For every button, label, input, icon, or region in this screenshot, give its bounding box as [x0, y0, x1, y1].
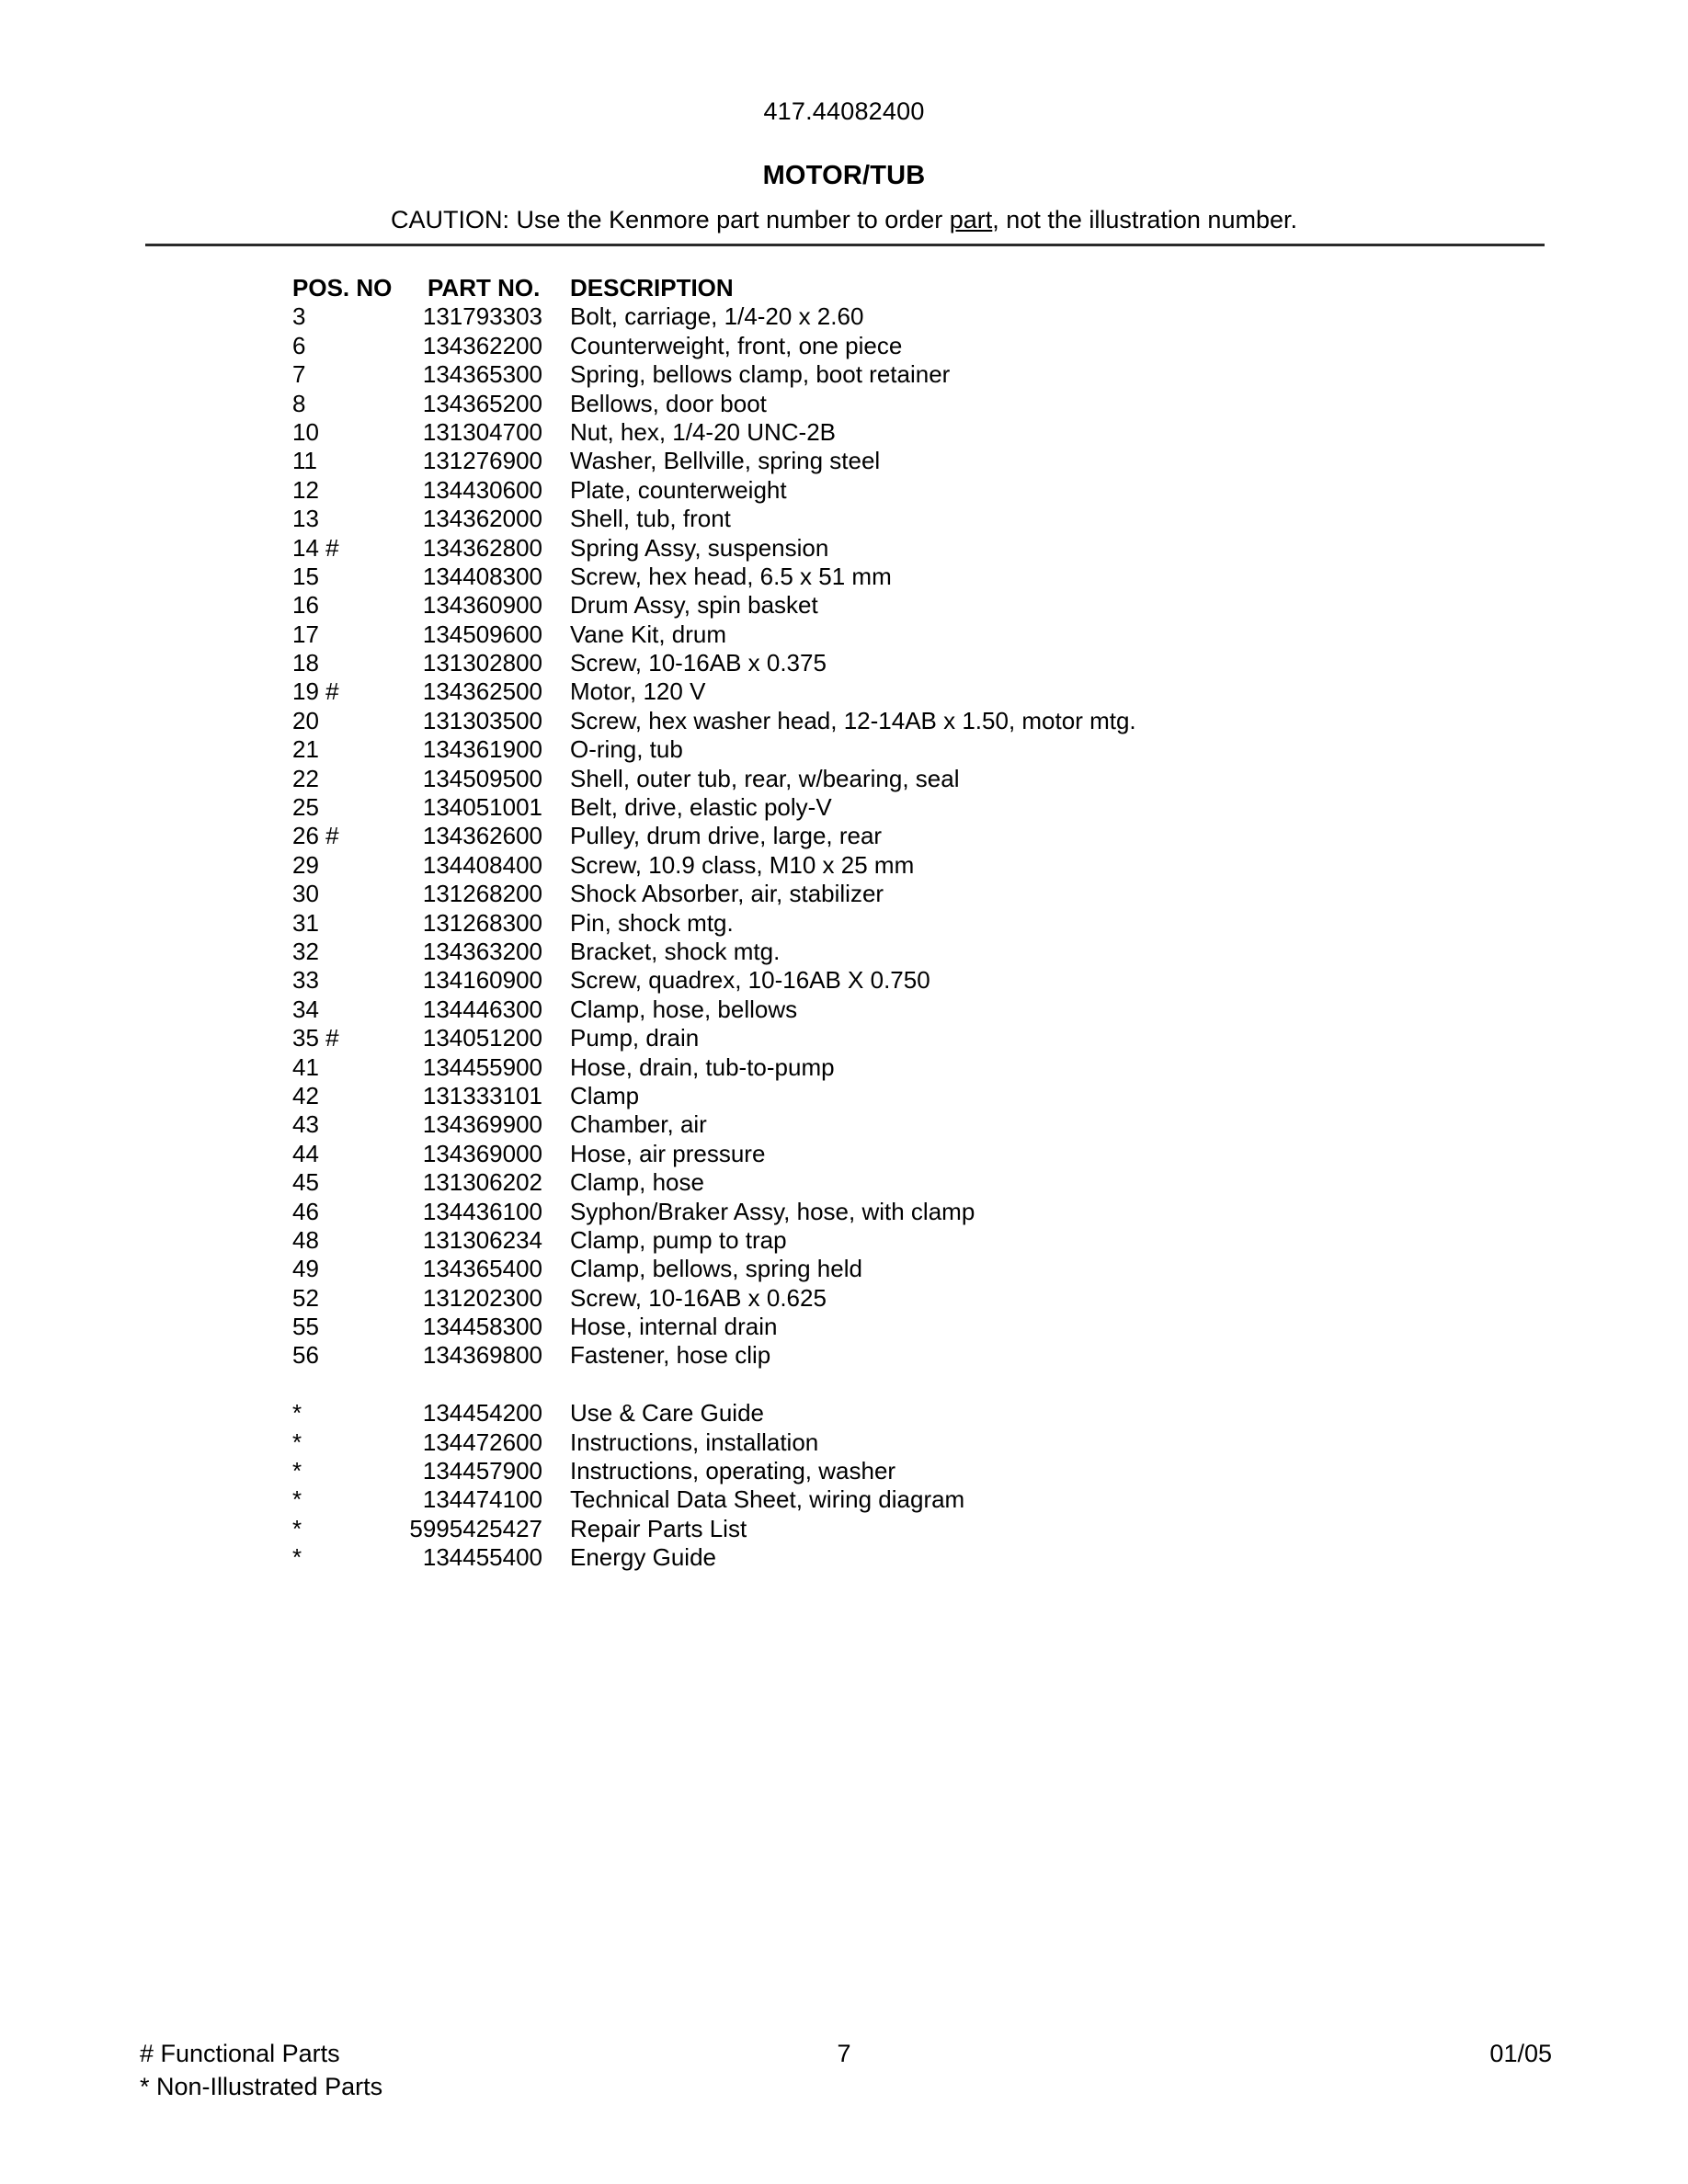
- caution-prefix: CAUTION: Use the Kenmore part number to order: [391, 206, 950, 233]
- table-row: [0, 620, 1688, 649]
- table-row: [0, 1457, 1688, 1485]
- table-row: [0, 1198, 1688, 1226]
- table-header-row: [0, 274, 1688, 302]
- cell-part-no: 131202300: [422, 1283, 542, 1312]
- table-row: [0, 591, 1688, 620]
- cell-part-no: 134446300: [422, 995, 542, 1023]
- cell-pos-no: 21: [292, 735, 319, 764]
- cell-description: Bolt, carriage, 1/4-20 x 2.60: [570, 302, 864, 331]
- table-row: [0, 1053, 1688, 1082]
- table-row: [0, 793, 1688, 822]
- revision-date: 01/05: [1489, 2040, 1552, 2067]
- cell-description: Clamp, pump to trap: [570, 1225, 787, 1254]
- cell-part-no: 131268200: [422, 880, 542, 908]
- cell-description: Hose, air pressure: [570, 1139, 766, 1167]
- cell-pos-no: 7: [292, 360, 306, 389]
- cell-part-no: 134509600: [422, 620, 542, 648]
- cell-pos-no: 56: [292, 1341, 319, 1370]
- table-row: [0, 1515, 1688, 1543]
- cell-part-no: 134430600: [422, 475, 542, 504]
- cell-pos-no: 31: [292, 908, 319, 937]
- cell-part-no: 134363200: [422, 937, 542, 965]
- cell-part-no: 134362000: [422, 505, 542, 533]
- column-header-pos: POS. NO: [292, 274, 393, 301]
- table-row: [0, 707, 1688, 735]
- cell-pos-no: 49: [292, 1255, 319, 1283]
- cell-pos-no: 19 #: [292, 677, 339, 706]
- cell-part-no: 134365200: [422, 389, 542, 417]
- page-footer: [0, 2037, 1688, 2120]
- cell-pos-no: 18: [292, 649, 319, 677]
- cell-part-no: 131306234: [422, 1225, 542, 1254]
- cell-part-no: 131306202: [422, 1168, 542, 1197]
- cell-pos-no: 26 #: [292, 822, 339, 850]
- cell-description: Belt, drive, elastic poly-V: [570, 793, 832, 822]
- cell-pos-no: *: [292, 1543, 302, 1572]
- cell-part-no: 134455900: [422, 1052, 542, 1081]
- cell-pos-no: 12: [292, 475, 319, 504]
- cell-pos-no: 32: [292, 937, 319, 965]
- table-row: [0, 1313, 1688, 1341]
- cell-description: Clamp, hose, bellows: [570, 995, 798, 1023]
- cell-part-no: 134362500: [422, 677, 542, 706]
- cell-pos-no: 29: [292, 850, 319, 879]
- cell-part-no: 134369900: [422, 1110, 542, 1139]
- cell-pos-no: 43: [292, 1110, 319, 1139]
- table-row: [0, 332, 1688, 360]
- table-row: [0, 447, 1688, 475]
- cell-pos-no: 42: [292, 1081, 319, 1109]
- cell-description: Pulley, drum drive, large, rear: [570, 822, 883, 850]
- cell-part-no: 134457900: [422, 1457, 542, 1485]
- cell-part-no: 134051200: [422, 1024, 542, 1052]
- cell-part-no: 134369800: [422, 1341, 542, 1370]
- table-row: [0, 938, 1688, 966]
- cell-part-no: 134408400: [422, 850, 542, 879]
- header-divider: [145, 244, 1545, 246]
- table-row: [0, 418, 1688, 447]
- cell-description: Clamp, bellows, spring held: [570, 1255, 862, 1283]
- table-row: [0, 822, 1688, 850]
- cell-pos-no: 52: [292, 1283, 319, 1312]
- cell-part-no: 134362600: [422, 822, 542, 850]
- cell-description: Screw, hex head, 6.5 x 51 mm: [570, 562, 892, 590]
- cell-pos-no: *: [292, 1428, 302, 1456]
- parts-table: [0, 274, 1688, 1573]
- cell-pos-no: 44: [292, 1139, 319, 1167]
- cell-pos-no: *: [292, 1457, 302, 1485]
- table-row: [0, 302, 1688, 331]
- table-row: [0, 1399, 1688, 1428]
- cell-part-no: 134458300: [422, 1313, 542, 1341]
- cell-description: Washer, Bellville, spring steel: [570, 447, 881, 475]
- table-row: [0, 880, 1688, 908]
- cell-description: Shell, tub, front: [570, 505, 731, 533]
- table-row: [0, 1485, 1688, 1514]
- table-row: [0, 677, 1688, 706]
- column-header-part: PART NO.: [428, 274, 541, 301]
- cell-part-no: 134369000: [422, 1139, 542, 1167]
- cell-part-no: 134474100: [422, 1485, 542, 1514]
- cell-part-no: 134408300: [422, 562, 542, 590]
- cell-part-no: 134509500: [422, 764, 542, 792]
- cell-pos-no: 15: [292, 562, 319, 590]
- cell-part-no: 134365400: [422, 1255, 542, 1283]
- cell-part-no: 134472600: [422, 1428, 542, 1456]
- page-title: MOTOR/TUB: [762, 161, 926, 190]
- cell-description: Energy Guide: [570, 1543, 716, 1572]
- caution-note: [0, 208, 1688, 233]
- cell-pos-no: 30: [292, 880, 319, 908]
- cell-description: Fastener, hose clip: [570, 1341, 771, 1370]
- cell-description: Bracket, shock mtg.: [570, 937, 781, 965]
- caution-suffix: , not the illustration number.: [992, 206, 1297, 233]
- cell-description: Clamp, hose: [570, 1168, 704, 1197]
- cell-part-no: 131303500: [422, 706, 542, 734]
- table-row: [0, 735, 1688, 764]
- legend-functional-parts: # Functional Parts: [140, 2040, 340, 2067]
- cell-description: Repair Parts List: [570, 1514, 747, 1542]
- cell-description: Shell, outer tub, rear, w/bearing, seal: [570, 764, 960, 792]
- cell-pos-no: *: [292, 1485, 302, 1514]
- cell-description: Shock Absorber, air, stabilizer: [570, 880, 884, 908]
- cell-description: Hose, drain, tub-to-pump: [570, 1052, 835, 1081]
- cell-pos-no: 34: [292, 995, 319, 1023]
- cell-pos-no: 25: [292, 793, 319, 822]
- table-row: [0, 563, 1688, 591]
- cell-description: Instructions, operating, washer: [570, 1457, 896, 1485]
- table-spacer-row: [0, 1371, 1688, 1399]
- cell-part-no: 134455400: [422, 1543, 542, 1572]
- table-row: [0, 1082, 1688, 1110]
- table-row: [0, 1024, 1688, 1052]
- cell-part-no: 131333101: [422, 1081, 542, 1109]
- cell-part-no: 134365300: [422, 360, 542, 389]
- cell-pos-no: 55: [292, 1313, 319, 1341]
- cell-part-no: 131268300: [422, 908, 542, 937]
- cell-part-no: 131276900: [422, 447, 542, 475]
- cell-pos-no: 48: [292, 1225, 319, 1254]
- cell-part-no: 134454200: [422, 1399, 542, 1428]
- cell-part-no: 134361900: [422, 735, 542, 764]
- table-row: [0, 909, 1688, 938]
- page-number: 7: [837, 2040, 851, 2067]
- cell-description: Spring, bellows clamp, boot retainer: [570, 360, 951, 389]
- table-row: [0, 1255, 1688, 1283]
- table-row: [0, 649, 1688, 677]
- cell-description: Hose, internal drain: [570, 1313, 778, 1341]
- cell-part-no: 134362800: [422, 533, 542, 562]
- table-row: [0, 534, 1688, 563]
- cell-pos-no: 13: [292, 505, 319, 533]
- table-row: [0, 765, 1688, 793]
- cell-part-no: 134051001: [422, 793, 542, 822]
- cell-part-no: 131304700: [422, 417, 542, 446]
- table-row: [0, 1110, 1688, 1139]
- legend-non-illustrated-parts: * Non-Illustrated Parts: [140, 2073, 383, 2100]
- cell-description: Plate, counterweight: [570, 475, 787, 504]
- cell-description: Spring Assy, suspension: [570, 533, 829, 562]
- table-row: [0, 1168, 1688, 1197]
- cell-description: Instructions, installation: [570, 1428, 819, 1456]
- cell-pos-no: 8: [292, 389, 306, 417]
- cell-part-no: 134362200: [422, 331, 542, 359]
- cell-description: Clamp: [570, 1081, 640, 1109]
- cell-part-no: 134160900: [422, 966, 542, 995]
- cell-pos-no: 22: [292, 764, 319, 792]
- cell-part-no: 134360900: [422, 591, 542, 620]
- cell-description: Chamber, air: [570, 1110, 707, 1139]
- cell-pos-no: 33: [292, 966, 319, 995]
- table-row: [0, 505, 1688, 533]
- cell-description: Screw, hex washer head, 12-14AB x 1.50, motor mtg.: [570, 706, 1136, 734]
- cell-description: Pump, drain: [570, 1024, 700, 1052]
- cell-description: Nut, hex, 1/4-20 UNC-2B: [570, 417, 837, 446]
- table-row: [0, 390, 1688, 418]
- cell-pos-no: 35 #: [292, 1024, 339, 1052]
- cell-pos-no: 10: [292, 417, 319, 446]
- cell-pos-no: 46: [292, 1197, 319, 1225]
- cell-description: Screw, 10-16AB x 0.625: [570, 1283, 827, 1312]
- cell-part-no: 134436100: [422, 1197, 542, 1225]
- cell-description: Technical Data Sheet, wiring diagram: [570, 1485, 965, 1514]
- cell-part-no: 5995425427: [409, 1514, 542, 1542]
- table-row: [0, 476, 1688, 505]
- cell-pos-no: *: [292, 1514, 302, 1542]
- cell-pos-no: 11: [292, 447, 317, 475]
- cell-description: Vane Kit, drum: [570, 620, 727, 648]
- table-row: [0, 1428, 1688, 1457]
- cell-description: Counterweight, front, one piece: [570, 331, 903, 359]
- table-row: [0, 1226, 1688, 1255]
- table-row: [0, 966, 1688, 995]
- cell-description: Screw, quadrex, 10-16AB X 0.750: [570, 966, 930, 995]
- cell-description: Drum Assy, spin basket: [570, 591, 818, 620]
- table-row: [0, 1543, 1688, 1572]
- table-row: [0, 1140, 1688, 1168]
- table-row: [0, 851, 1688, 880]
- caution-underlined-word: part: [949, 206, 993, 233]
- cell-description: Screw, 10.9 class, M10 x 25 mm: [570, 850, 915, 879]
- table-row: [0, 1341, 1688, 1370]
- cell-description: Use & Care Guide: [570, 1399, 764, 1428]
- cell-pos-no: 41: [292, 1052, 319, 1081]
- table-row: [0, 360, 1688, 389]
- column-header-description: DESCRIPTION: [570, 274, 734, 301]
- cell-part-no: 131302800: [422, 649, 542, 677]
- table-row: [0, 995, 1688, 1024]
- cell-pos-no: 17: [292, 620, 319, 648]
- cell-description: Motor, 120 V: [570, 677, 706, 706]
- cell-part-no: 131793303: [422, 302, 542, 331]
- cell-pos-no: 16: [292, 591, 319, 620]
- cell-pos-no: 14 #: [292, 533, 339, 562]
- cell-pos-no: 20: [292, 706, 319, 734]
- cell-pos-no: 3: [292, 302, 306, 331]
- cell-description: Bellows, door boot: [570, 389, 767, 417]
- model-number: 417.44082400: [763, 97, 925, 125]
- cell-pos-no: 45: [292, 1168, 319, 1197]
- cell-description: Syphon/Braker Assy, hose, with clamp: [570, 1197, 975, 1225]
- cell-description: O-ring, tub: [570, 735, 683, 764]
- cell-description: Pin, shock mtg.: [570, 908, 734, 937]
- cell-description: Screw, 10-16AB x 0.375: [570, 649, 827, 677]
- cell-pos-no: *: [292, 1399, 302, 1428]
- cell-pos-no: 6: [292, 331, 306, 359]
- table-row: [0, 1284, 1688, 1313]
